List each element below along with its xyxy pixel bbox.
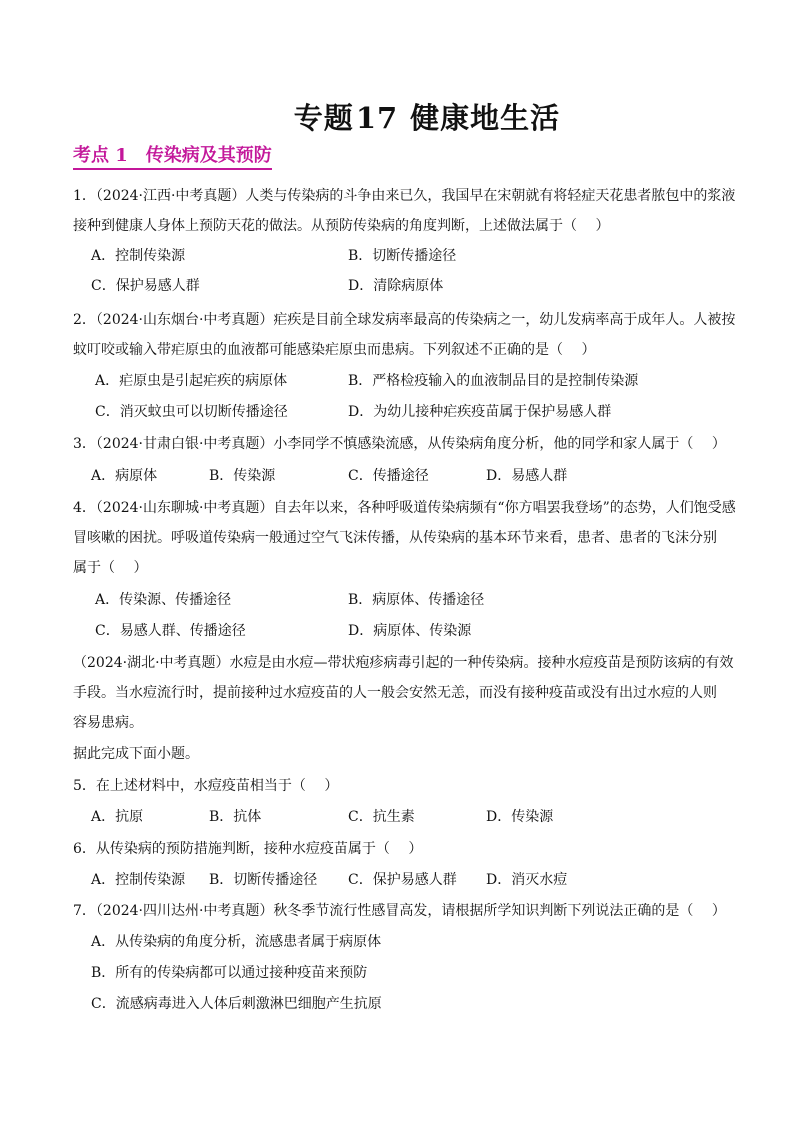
q6-option-b: B．切断传播途径 [209, 872, 318, 888]
q4-option-c: C．易感人群、传播途径 [95, 623, 246, 639]
section-heading: 考点 1 传染病及其预防 [73, 145, 272, 170]
q4-option-d: D．病原体、传染源 [348, 623, 472, 639]
q2-option-c: C．消灭蚊虫可以切断传播途径 [95, 404, 288, 420]
q7-option-c: C．流感病毒进入人体后刺激淋巴细胞产生抗原 [91, 996, 382, 1012]
q6-option-c: C．保护易感人群 [348, 872, 457, 888]
q3-option-b: B．传染源 [209, 468, 276, 484]
q6-option-a: A．控制传染源 [91, 872, 186, 888]
q4-stem-line2: 冒咳嗽的困扰。呼吸道传染病一般通过空气飞沫传播，从传染病的基本环节来看，患者、患者的飞沫分别 [73, 530, 717, 546]
q5-option-d: D．传染源 [486, 809, 554, 825]
q4-stem-line1: 4．（2024·山东聊城·中考真题）自去年以来，各种呼吸道传染病频有“你方唱罢我登场”的态势，人们饱受感 [73, 500, 736, 516]
material-line4: 据此完成下面小题。 [73, 746, 199, 762]
title-prefix: 专题 [293, 101, 354, 135]
q3-option-d: D．易感人群 [486, 468, 568, 484]
q2-option-d: D．为幼儿接种疟疾疫苗属于保护易感人群 [348, 404, 612, 420]
q2-stem-line2: 蚊叮咬或输入带疟原虫的血液都可能感染疟原虫而患病。下列叙述不正确的是（ ） [73, 342, 596, 358]
q3-option-a: A．病原体 [91, 468, 158, 484]
q1-option-a: A．控制传染源 [91, 248, 186, 264]
q5-option-c: C．抗生素 [348, 809, 415, 825]
q7-option-b: B．所有的传染病都可以通过接种疫苗来预防 [91, 965, 368, 981]
q1-option-c: C．保护易感人群 [91, 278, 200, 294]
q5-option-b: B．抗体 [209, 809, 262, 825]
q1-stem-line1: 1．（2024·江西·中考真题）人类与传染病的斗争由来已久，我国早在宋朝就有将轻症天花患者脓包中的浆液 [73, 188, 736, 204]
q2-option-a: A．疟原虫是引起疟疾的病原体 [95, 373, 288, 389]
q4-option-b: B．病原体、传播途径 [348, 592, 485, 608]
title-number: 17 [355, 101, 399, 135]
q4-stem-line3: 属于（ ） [73, 560, 148, 576]
q1-option-b: B．切断传播途径 [348, 248, 457, 264]
q7-option-a: A．从传染病的角度分析，流感患者属于病原体 [91, 934, 382, 950]
q1-stem-line2: 接种到健康人身体上预防天花的做法。从预防传染病的角度判断，上述做法属于（ ） [73, 218, 610, 234]
page-title [0, 96, 794, 137]
q2-stem-line1: 2．（2024·山东烟台·中考真题）疟疾是目前全球发病率最高的传染病之一，幼儿发病率高于成年人。人被按 [73, 312, 736, 328]
material-line1: （2024·湖北·中考真题）水痘是由水痘—带状疱疹病毒引起的一种传染病。接种水痘疫苗是预防该病的有效 [73, 655, 734, 671]
q3-option-c: C．传播途径 [348, 468, 429, 484]
title-text: 健康地生活 [410, 101, 561, 135]
q2-option-b: B．严格检疫输入的血液制品目的是控制传染源 [348, 373, 639, 389]
q4-option-a: A．传染源、传播途径 [95, 592, 232, 608]
q6-stem-line1: 6．从传染病的预防措施判断，接种水痘疫苗属于（ ） [73, 841, 423, 857]
q3-stem-line1: 3．（2024·甘肃白银·中考真题）小李同学不慎感染流感，从传染病角度分析，他的同学和家人属于（ ） [73, 436, 726, 452]
q5-option-a: A．抗原 [91, 809, 144, 825]
q7-stem-line1: 7．（2024·四川达州·中考真题）秋冬季节流行性感冒高发，请根据所学知识判断下列说法正确的是（ ） [73, 903, 726, 919]
material-line3: 容易患病。 [73, 715, 143, 731]
material-line2: 手段。当水痘流行时，提前接种过水痘疫苗的人一般会安然无恙，而没有接种疫苗或没有出过水痘的人则 [73, 685, 717, 701]
q5-stem-line1: 5．在上述材料中，水痘疫苗相当于（ ） [73, 778, 339, 794]
q1-option-d: D．清除病原体 [348, 278, 444, 294]
q6-option-d: D．消灭水痘 [486, 872, 568, 888]
